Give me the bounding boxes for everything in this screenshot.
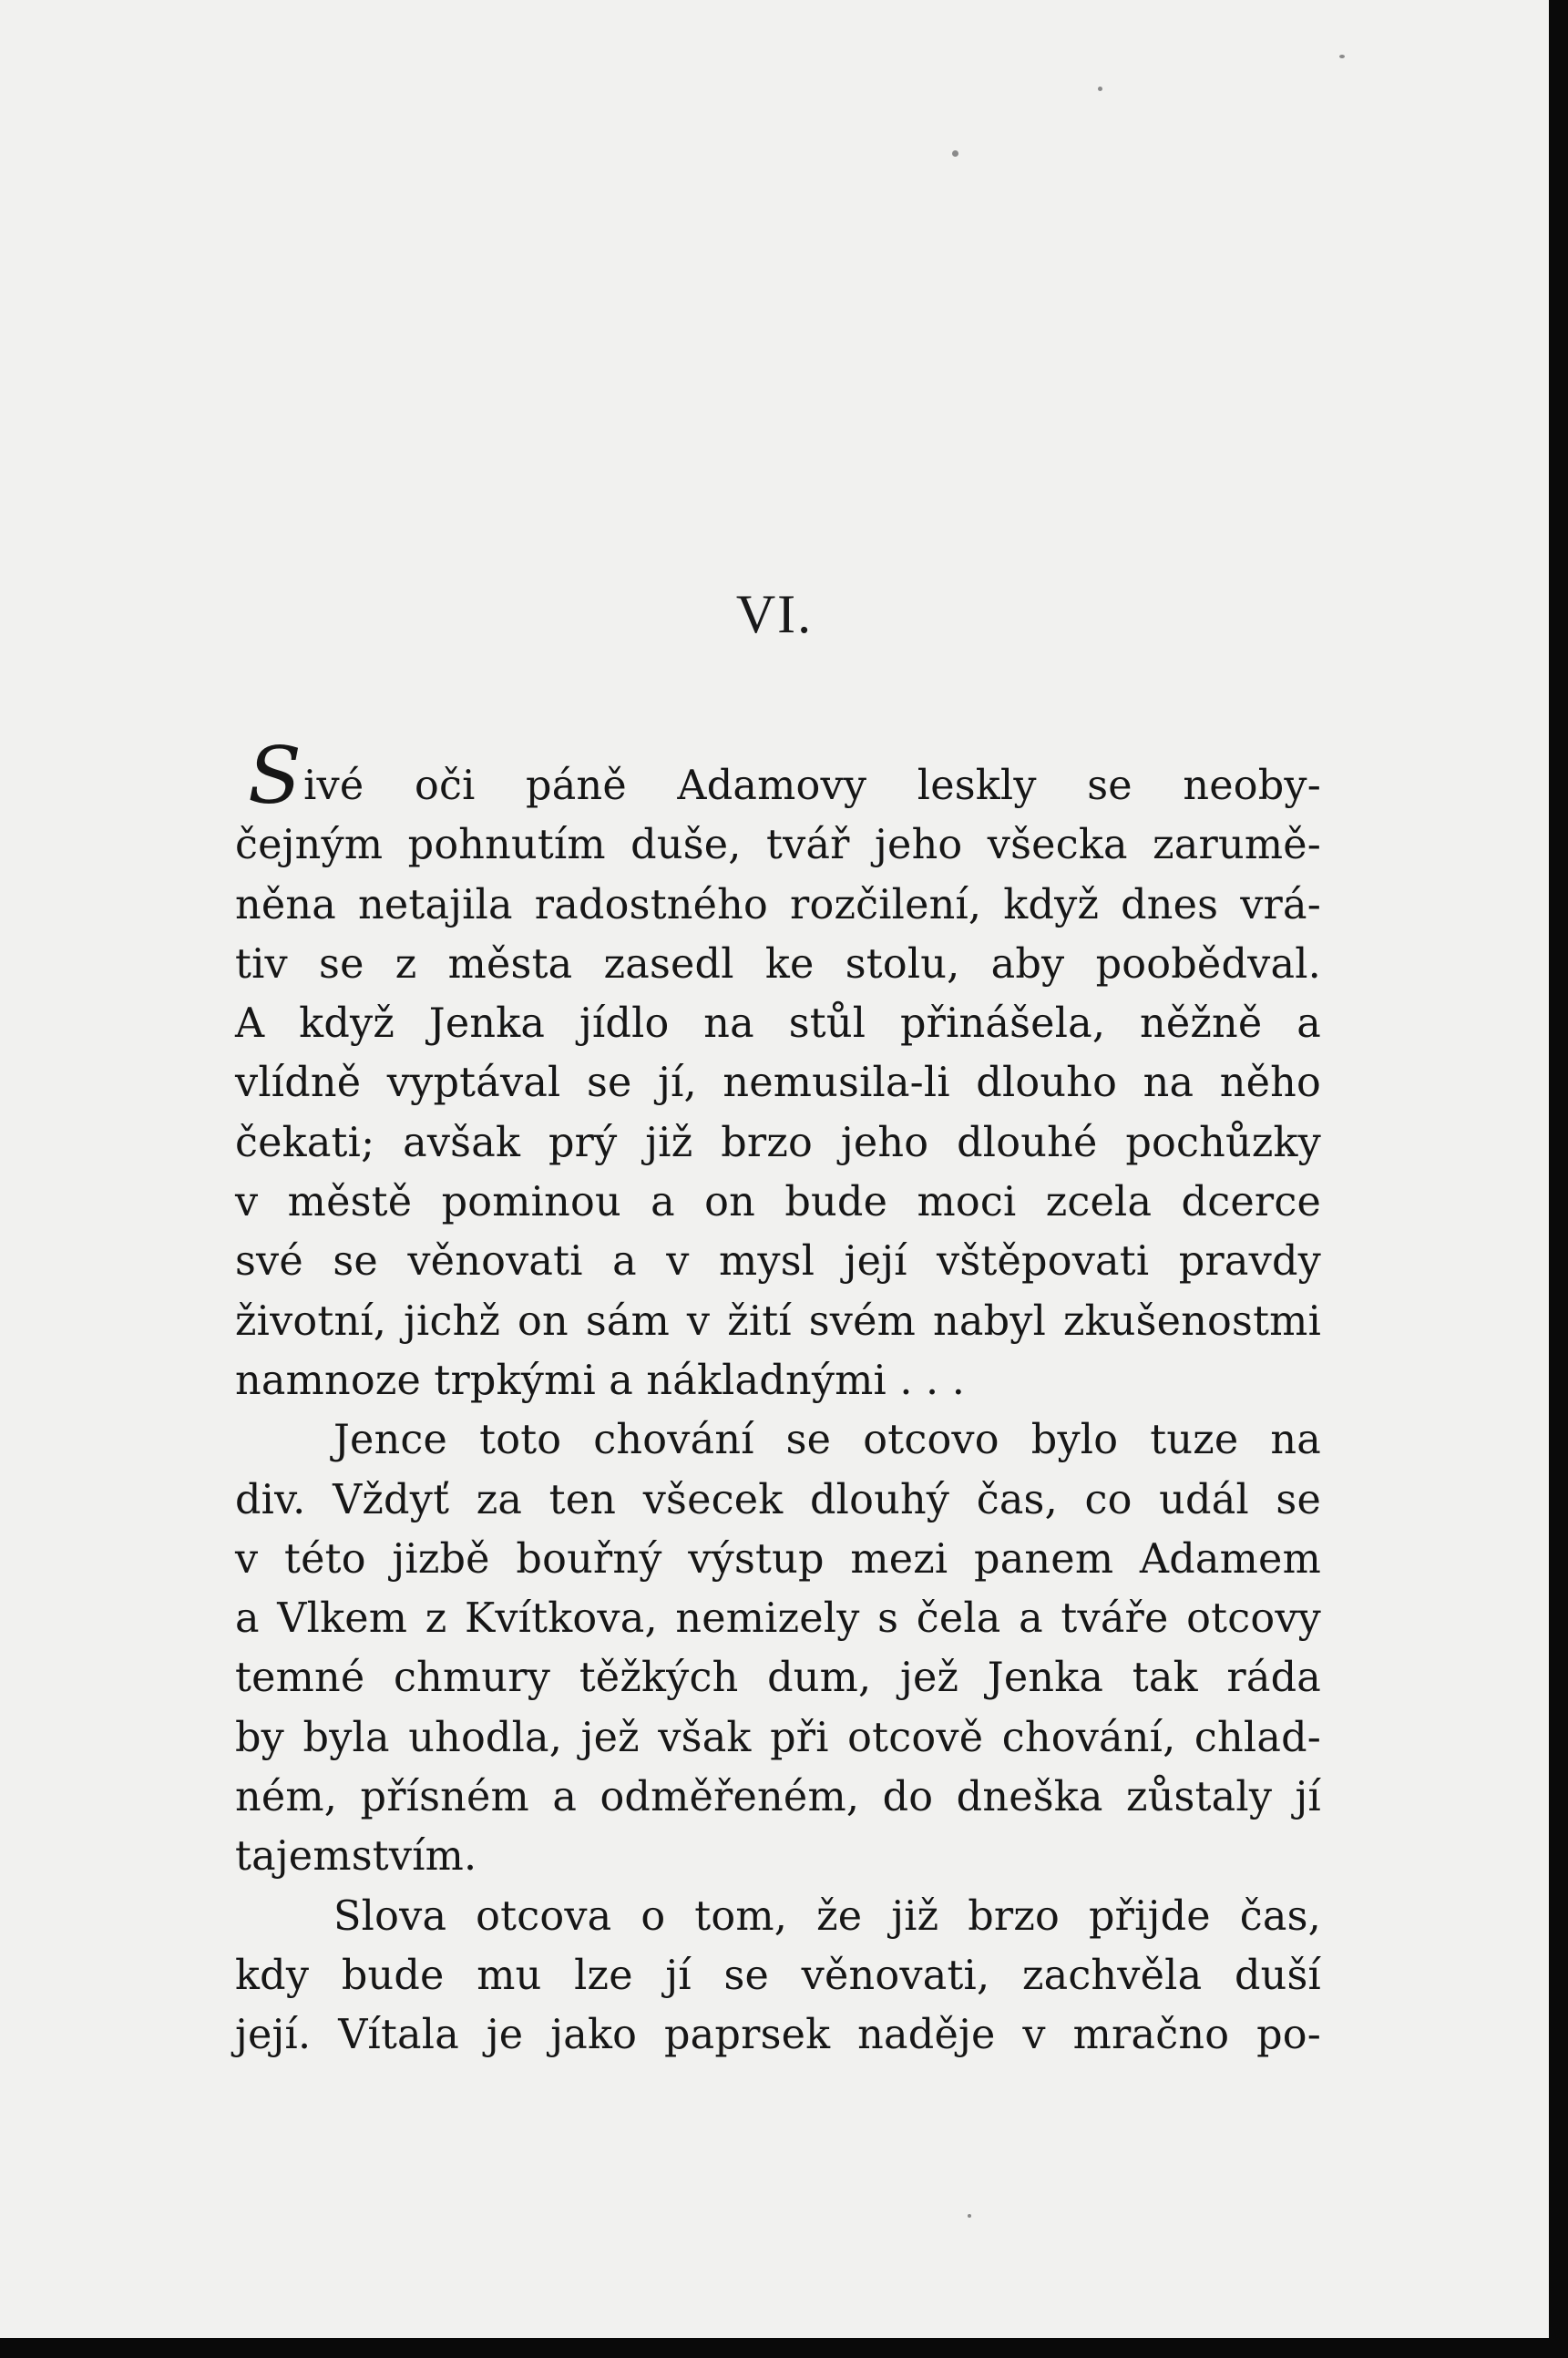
text-line: by byla uhodla, jež však při otcově chování, chlad- bbox=[235, 1714, 1321, 1761]
text-line: temné chmury těžkých dum, jež Jenka tak ráda bbox=[235, 1655, 1321, 1702]
drop-cap: S bbox=[248, 731, 302, 822]
text-line: Sivé oči páně Adamovy leskly se neoby- bbox=[248, 731, 1321, 822]
paper-speck bbox=[952, 150, 958, 157]
text-line: čekati; avšak prý již brzo jeho dlouhé pochůzky bbox=[235, 1119, 1321, 1166]
text-line: ném, přísném a odměřeném, do dneška zůstaly jí bbox=[235, 1774, 1321, 1821]
text-line: namnoze trpkými a nákladnými . . . bbox=[235, 1357, 966, 1404]
text-line: vlídně vyptával se jí, nemusila-li dlouho na něho bbox=[235, 1060, 1321, 1107]
paragraph-1 bbox=[235, 731, 1321, 1410]
scan-edge-right bbox=[1549, 0, 1568, 2358]
paper-speck bbox=[1339, 55, 1345, 58]
text-line: její. Vítala je jako paprsek naděje v mračno po- bbox=[235, 2012, 1321, 2059]
text-line: tiv se z města zasedl ke stolu, aby poobědval. bbox=[235, 940, 1321, 988]
text-line: v městě pominou a on bude moci zcela dcerce bbox=[235, 1179, 1321, 1226]
paragraph-3 bbox=[235, 1887, 1321, 2066]
text-line: kdy bude mu lze jí se věnovati, zachvěla duší bbox=[235, 1952, 1321, 1999]
text-line: v této jizbě bouřný výstup mezi panem Adamem bbox=[235, 1535, 1321, 1583]
scan-edge-bottom bbox=[0, 2338, 1568, 2358]
paragraph-2 bbox=[235, 1410, 1321, 1886]
text-line: div. Vždyť za ten všecek dlouhý čas, co udál se bbox=[235, 1476, 1321, 1523]
text-line: Jence toto chování se otcovo bylo tuze na bbox=[333, 1417, 1321, 1464]
text-line: životní, jichž on sám v žití svém nabyl zkušenostmi bbox=[235, 1297, 1321, 1345]
text-line: Slova otcova o tom, že již brzo přijde čas, bbox=[333, 1892, 1321, 1940]
chapter-body bbox=[235, 731, 1321, 2066]
paper-speck bbox=[968, 2214, 971, 2218]
text-line: A když Jenka jídlo na stůl přinášela, něžně a bbox=[235, 1000, 1321, 1048]
text-line: své se věnovati a v mysl její vštěpovati pravdy bbox=[235, 1238, 1321, 1286]
paper-speck bbox=[1098, 87, 1102, 91]
text-line: čejným pohnutím duše, tvář jeho všecka zarumě- bbox=[235, 822, 1321, 869]
chapter-heading: VI. bbox=[735, 584, 814, 644]
text-line: a Vlkem z Kvítkova, nemizely s čela a tváře otcovy bbox=[235, 1595, 1321, 1643]
text-line: tajemstvím. bbox=[235, 1833, 477, 1881]
text-line: něna netajila radostného rozčilení, když dnes vrá- bbox=[235, 881, 1321, 928]
